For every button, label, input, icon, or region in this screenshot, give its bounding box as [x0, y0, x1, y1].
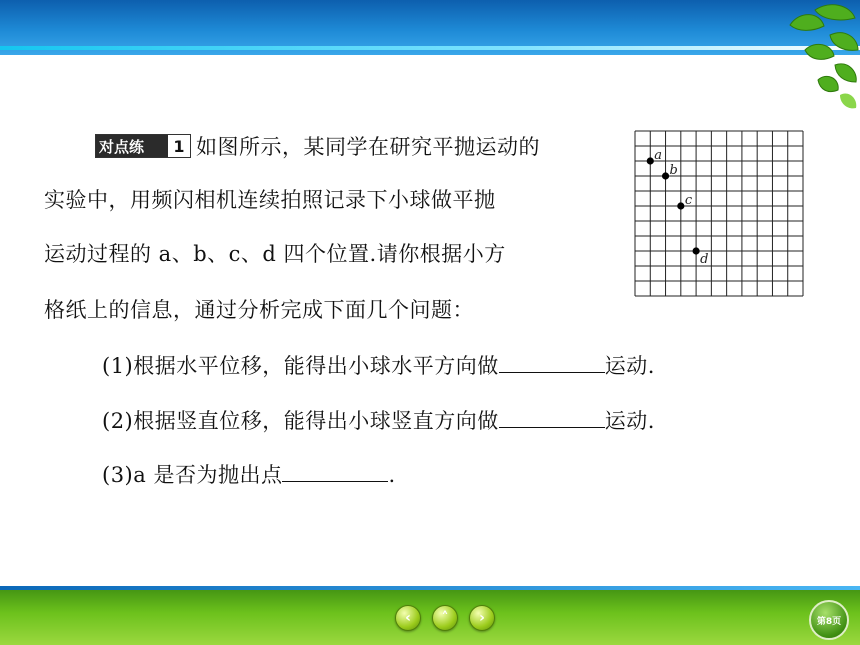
- question-3-suffix: .: [388, 463, 396, 487]
- bottom-accent-line: [0, 586, 860, 590]
- exercise-tag: [95, 134, 191, 158]
- problem-line-3: 运动过程的 a、b、c、d 四个位置.请你根据小方: [44, 242, 506, 266]
- chevron-up-icon: ˄: [441, 610, 449, 626]
- grid-figure: [634, 130, 804, 297]
- question-3-text: (3)a 是否为抛出点: [102, 463, 283, 487]
- up-button[interactable]: [432, 605, 458, 631]
- page-number: 第8页: [816, 616, 842, 627]
- question-1-suffix: 运动.: [604, 354, 655, 378]
- question-1-text: (1)根据水平位移，能得出小球水平方向做: [102, 354, 499, 378]
- point-label-c: c: [684, 193, 693, 208]
- page-number-badge: [809, 600, 849, 640]
- chevron-left-icon: ‹: [405, 610, 411, 626]
- problem-line-2: 实验中，用频闪相机连续拍照记录下小球做平抛: [44, 188, 496, 212]
- exercise-tag-label: 对点练: [96, 135, 168, 157]
- bottom-banner: [0, 586, 860, 645]
- point-label-d: d: [700, 252, 709, 267]
- answer-blank-2[interactable]: [499, 405, 605, 428]
- chevron-right-icon: ›: [479, 610, 485, 626]
- exercise-tag-number: 1: [168, 135, 190, 157]
- point-c: [677, 202, 684, 209]
- point-a: [647, 157, 654, 164]
- next-button[interactable]: [469, 605, 495, 631]
- point-b: [662, 172, 669, 179]
- leaves-decoration-icon: [720, 0, 860, 118]
- answer-blank-1[interactable]: [499, 350, 605, 373]
- question-2: [102, 405, 655, 435]
- question-1: [102, 350, 655, 380]
- point-d: [692, 247, 699, 254]
- problem-line-4: 格纸上的信息，通过分析完成下面几个问题：: [44, 298, 474, 322]
- point-label-b: b: [669, 163, 678, 178]
- prev-button[interactable]: [395, 605, 421, 631]
- problem-line-1: 如图所示，某同学在研究平抛运动的: [196, 135, 540, 159]
- point-label-a: a: [654, 148, 663, 163]
- question-2-text: (2)根据竖直位移，能得出小球竖直方向做: [102, 409, 499, 433]
- answer-blank-3[interactable]: [282, 459, 388, 482]
- question-2-suffix: 运动.: [604, 409, 655, 433]
- question-3: [102, 459, 396, 489]
